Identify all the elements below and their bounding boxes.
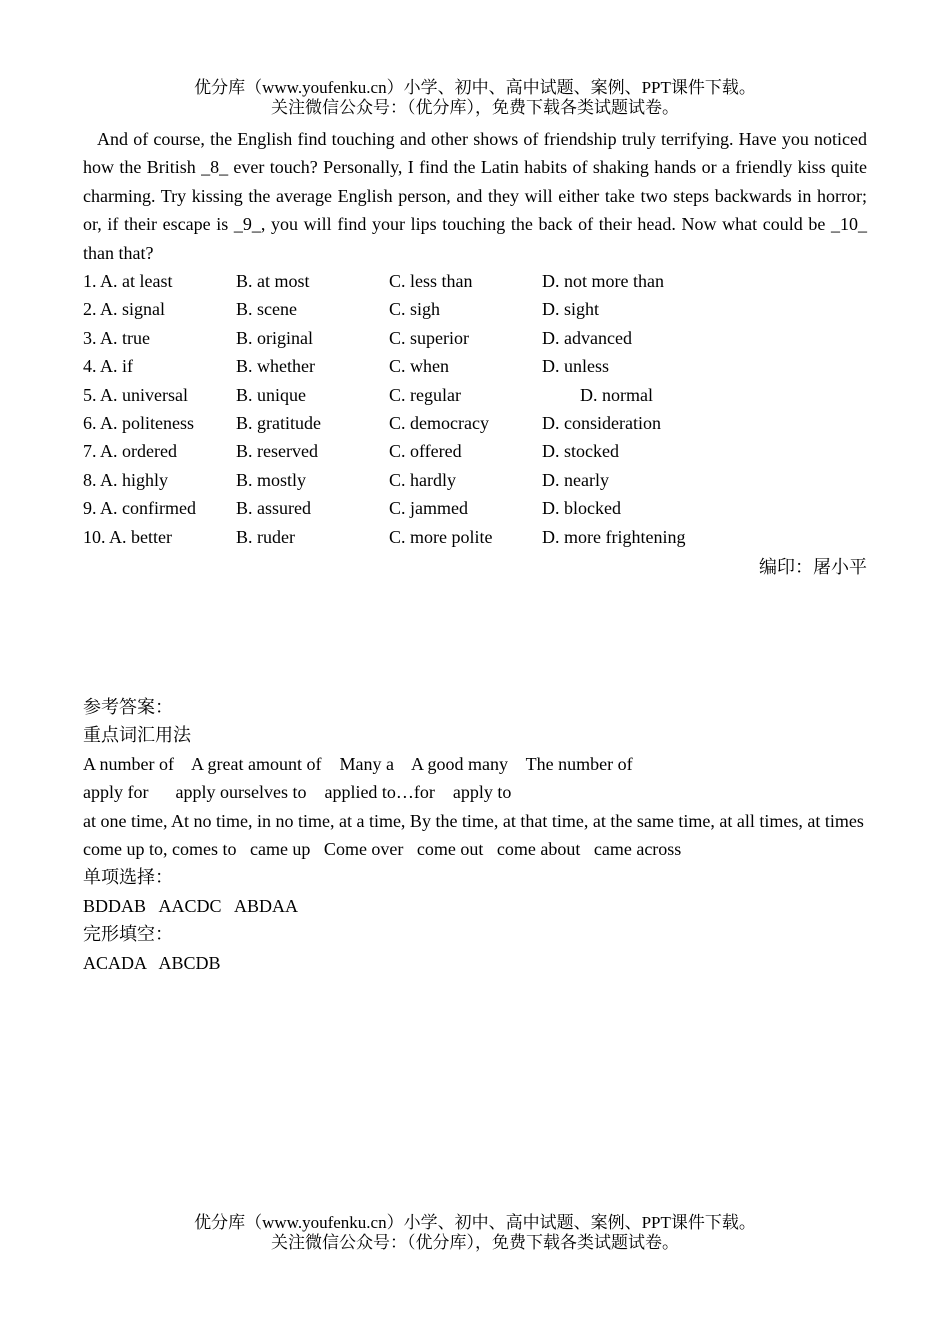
header-line-2: 关注微信公众号：（优分库），免费下载各类试题试卷。 <box>271 98 679 117</box>
single-choice-answers: BDDAB AACDC ABDAA <box>83 895 299 916</box>
option-c: C. more polite <box>389 526 493 547</box>
header-line-1: 优分库（www.youfenku.cn）小学、初中、高中试题、案例、PPT课件下载。 <box>194 78 756 97</box>
vocab-line: A number of A great amount of Many a A good many The number of <box>83 753 633 774</box>
option-row <box>83 466 867 494</box>
option-b: B. gratitude <box>236 412 321 433</box>
footer-line-1: 优分库（www.youfenku.cn）小学、初中、高中试题、案例、PPT课件下载。 <box>194 1213 756 1232</box>
option-d: D. consideration <box>542 412 661 433</box>
option-a: 1. A. at least <box>83 271 173 291</box>
option-a: 4. A. if <box>83 356 134 377</box>
answer-section <box>83 693 867 977</box>
option-c: C. regular <box>389 384 461 405</box>
option-d: D. sight <box>542 299 600 320</box>
option-c: C. hardly <box>389 469 456 490</box>
option-row <box>83 352 867 380</box>
option-a: 7. A. ordered <box>83 441 177 462</box>
option-a: 6. A. politeness <box>83 412 194 433</box>
option-row <box>83 381 867 409</box>
option-row <box>83 409 867 437</box>
option-a: 2. A. signal <box>83 299 166 320</box>
option-d: D. not more than <box>542 271 664 291</box>
option-c: C. less than <box>389 271 473 291</box>
option-b: B. reserved <box>236 441 318 462</box>
single-choice-heading: 单项选择： <box>83 867 173 888</box>
option-c: C. jammed <box>389 498 468 519</box>
option-row <box>83 324 867 352</box>
option-b: B. original <box>236 327 313 348</box>
option-b: B. assured <box>236 498 311 519</box>
option-c: C. offered <box>389 441 462 462</box>
option-b: B. scene <box>236 299 297 320</box>
option-b: B. mostly <box>236 469 307 490</box>
option-d: D. more frightening <box>542 526 686 547</box>
option-a: 9. A. confirmed <box>83 498 196 519</box>
vocab-line: at one time, At no time, in no time, at a time, By the time, at that time, at the same time, at all times, at times <box>83 810 864 831</box>
option-c: C. sigh <box>389 299 441 320</box>
option-c: C. when <box>389 356 449 377</box>
cloze-passage: And of course, the English find touching and other shows of friendship truly terrifying. Have you noticed how the British _8_ ever touch? Personally, I find the Latin habits of shaking hands or a friendly kiss quite charming. Try kissing the average English person, and they will either take two steps backwards in horror; or, if their escape is _9_, you will find your lips touching the back of their head. Now what could be _10_ than that? <box>83 129 867 263</box>
option-d: D. blocked <box>542 498 621 519</box>
options-list <box>83 267 867 551</box>
option-a: 10. A. better <box>83 526 172 547</box>
option-row <box>83 267 867 295</box>
vocab-line: come up to, comes to came up Come over come out come about came across <box>83 839 682 860</box>
option-b: B. ruder <box>236 526 295 547</box>
cloze-answers: ACADA ABCDB <box>83 952 221 973</box>
editor-credit: 编印：屠小平 <box>759 557 867 577</box>
option-row <box>83 295 867 323</box>
cloze-heading: 完形填空： <box>83 924 173 945</box>
option-a: 8. A. highly <box>83 469 169 490</box>
option-row <box>83 523 867 551</box>
option-b: B. whether <box>236 356 315 377</box>
vocab-heading: 重点词汇用法 <box>83 725 191 746</box>
option-row <box>83 437 867 465</box>
option-b: B. unique <box>236 384 306 405</box>
footer-line-2: 关注微信公众号：（优分库），免费下载各类试题试卷。 <box>271 1233 679 1252</box>
answers-heading: 参考答案： <box>83 697 173 717</box>
option-d: D. stocked <box>542 441 619 462</box>
option-d: D. advanced <box>542 327 632 348</box>
vocab-line: apply for apply ourselves to applied to…for apply to <box>83 782 512 803</box>
option-c: C. superior <box>389 327 469 348</box>
option-d: D. nearly <box>542 469 609 490</box>
option-b: B. at most <box>236 271 310 291</box>
option-d: D. normal <box>580 384 653 405</box>
option-d: D. unless <box>542 356 609 377</box>
option-row <box>83 494 867 522</box>
option-c: C. democracy <box>389 412 489 433</box>
option-a: 3. A. true <box>83 327 150 348</box>
option-a: 5. A. universal <box>83 384 188 405</box>
